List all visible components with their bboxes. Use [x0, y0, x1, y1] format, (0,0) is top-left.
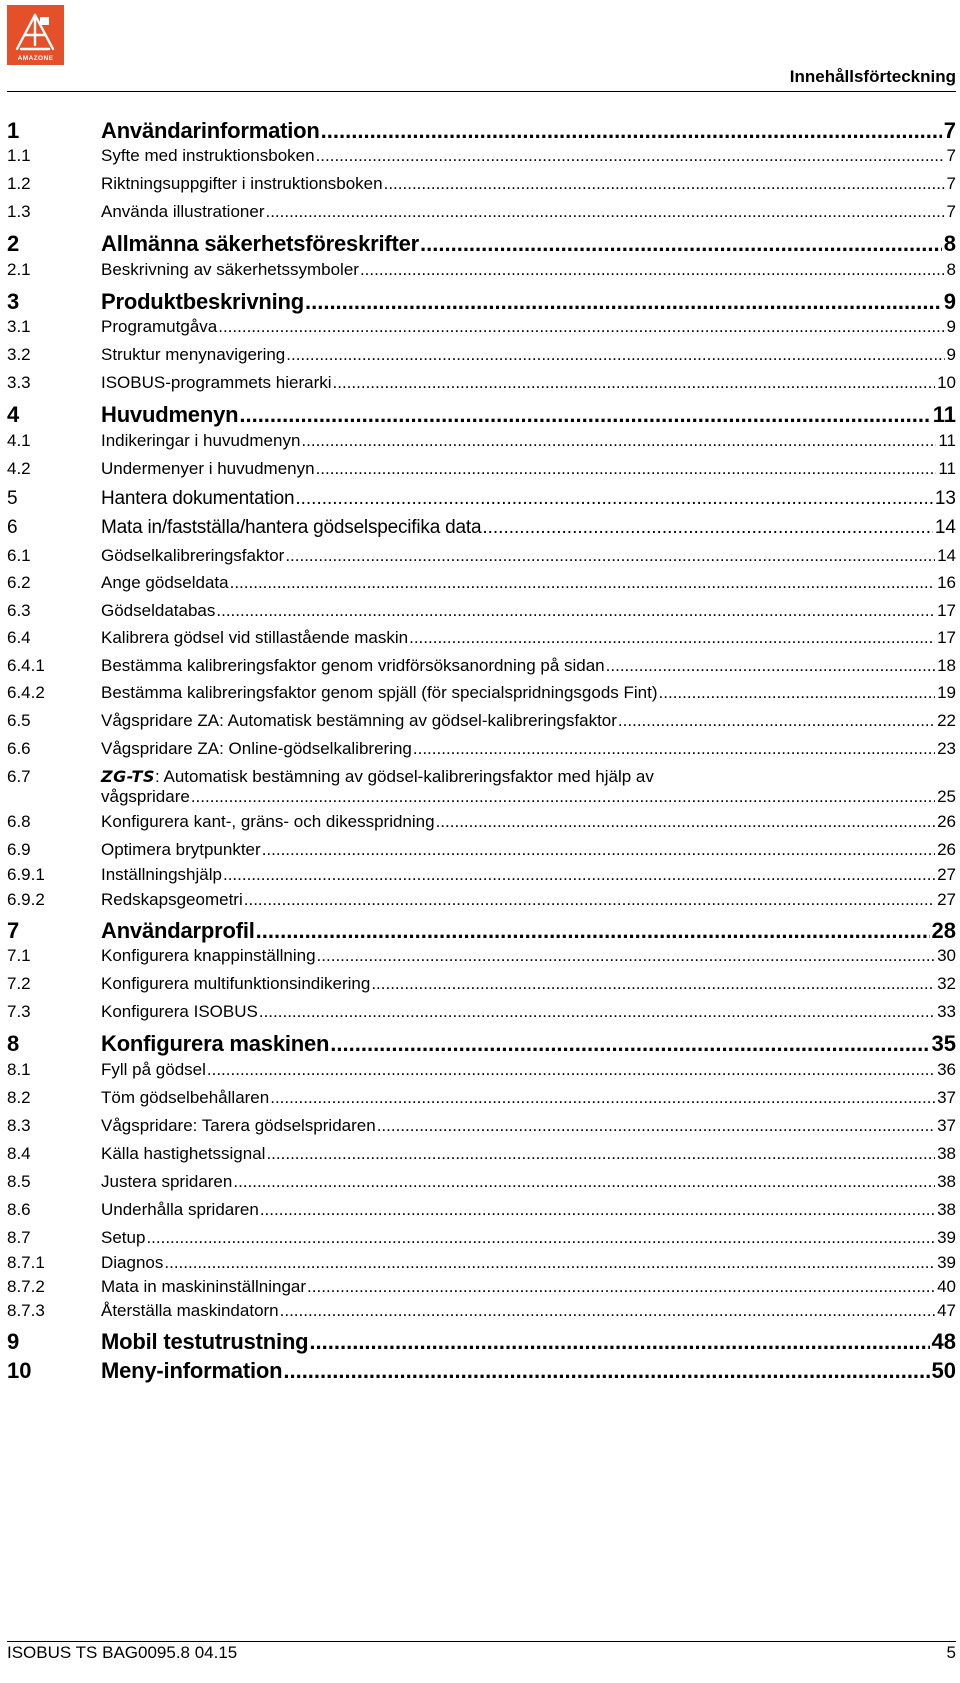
- footer-document-id: ISOBUS TS BAG0095.8 04.15: [7, 1643, 238, 1662]
- toc-entry-title: Konfigurera kant-, gräns- och dikesspridning: [101, 812, 435, 831]
- toc-dot-leader: [618, 711, 935, 731]
- toc-entry[interactable]: [7, 1031, 956, 1056]
- toc-entry-number: 7.1: [7, 946, 31, 965]
- toc-entry-title: Syfte med instruktionsboken: [101, 146, 315, 165]
- toc-entry[interactable]: [7, 812, 956, 832]
- toc-entry-title: Bestämma kalibreringsfaktor genom vridförsöksanordning på sidan: [101, 656, 605, 675]
- toc-entry-page: 35: [931, 1031, 956, 1056]
- toc-dot-leader: [307, 1277, 935, 1297]
- toc-entry-title: Programutgåva: [101, 317, 218, 336]
- toc-entry-title: Meny-information: [101, 1358, 283, 1383]
- toc-dot-leader: [207, 1060, 935, 1080]
- zg-ts-product-label: ZG-TS: [101, 767, 155, 786]
- toc-entry-number: 8.7: [7, 1228, 31, 1247]
- toc-entry-number: 8.6: [7, 1200, 31, 1219]
- toc-entry-number: 6.9.1: [7, 865, 45, 884]
- page-header-title: Innehållsförteckning: [789, 67, 956, 86]
- toc-entry-page: 17: [937, 601, 956, 620]
- toc-entry-number: 6.4.1: [7, 656, 45, 675]
- toc-entry-title: Huvudmenyn: [101, 402, 239, 427]
- toc-entry[interactable]: [7, 202, 956, 222]
- toc-entry-title: Mobil testutrustning: [101, 1329, 309, 1354]
- toc-dot-leader: [164, 1253, 935, 1273]
- toc-dot-leader: [360, 260, 945, 280]
- toc-entry-number: 10: [7, 1358, 32, 1383]
- toc-dot-leader: [280, 1301, 935, 1321]
- toc-entry-number: 3.3: [7, 373, 31, 392]
- toc-dot-leader: [330, 1031, 929, 1056]
- toc-entry-page: 27: [937, 865, 956, 884]
- toc-entry[interactable]: [7, 373, 956, 393]
- toc-entry[interactable]: [7, 1002, 956, 1022]
- toc-entry-page: 39: [937, 1253, 956, 1272]
- toc-entry-number: 6.2: [7, 573, 31, 592]
- toc-entry[interactable]: [7, 402, 956, 427]
- toc-entry-title: Redskapsgeometri: [101, 890, 243, 909]
- toc-dot-leader: [239, 402, 930, 427]
- toc-entry-title: [101, 767, 654, 786]
- logo-text: AMAZONE: [17, 55, 54, 62]
- toc-dot-leader: [265, 202, 944, 222]
- toc-entry-title: Konfigurera knappinställning: [101, 946, 316, 965]
- toc-entry-number: 1.2: [7, 174, 31, 193]
- toc-entry-page: 11: [938, 431, 956, 450]
- toc-dot-leader: [321, 118, 942, 143]
- toc-dot-leader: [286, 345, 944, 365]
- toc-entry[interactable]: [7, 628, 956, 648]
- toc-dot-leader: [270, 1088, 935, 1108]
- toc-entry-title: Underhålla spridaren: [101, 1200, 259, 1219]
- toc-entry-title: Mata in/fastställa/hantera gödselspecifika data: [101, 517, 482, 538]
- toc-entry-title: Fyll på gödsel: [101, 1060, 206, 1079]
- toc-entry[interactable]: [7, 231, 956, 256]
- toc-entry[interactable]: [7, 890, 956, 910]
- toc-entry-title: Riktningsuppgifter i instruktionsboken: [101, 174, 383, 193]
- toc-entry-number: 6.9: [7, 840, 31, 859]
- toc-entry-number: 4.2: [7, 459, 31, 478]
- toc-entry-page: 25: [937, 786, 956, 806]
- toc-entry-title: Gödselkalibreringsfaktor: [101, 546, 285, 565]
- toc-entry-page: 23: [937, 739, 956, 758]
- toc-entry[interactable]: [7, 767, 956, 806]
- toc-entry-page: 38: [937, 1144, 956, 1163]
- toc-entry[interactable]: [7, 118, 956, 143]
- toc-dot-leader: [260, 1200, 935, 1220]
- footer-divider: [7, 1641, 956, 1642]
- toc-dot-leader: [244, 890, 935, 910]
- toc-entry[interactable]: [7, 459, 956, 479]
- toc-entry[interactable]: [7, 656, 956, 676]
- toc-entry-number: 8.3: [7, 1116, 31, 1135]
- toc-entry-page: 50: [931, 1358, 956, 1383]
- toc-entry[interactable]: [7, 739, 956, 759]
- toc-entry-page: 47: [937, 1301, 956, 1320]
- toc-entry-number: 6.9.2: [7, 890, 45, 909]
- toc-entry-number: 1.1: [7, 146, 31, 165]
- toc-entry-title: ISOBUS-programmets hierarki: [101, 373, 332, 392]
- toc-entry[interactable]: [7, 1301, 956, 1321]
- toc-entry[interactable]: [7, 840, 956, 860]
- toc-entry-title: Vågspridare: Tarera gödselspridaren: [101, 1116, 376, 1135]
- toc-entry[interactable]: [7, 573, 956, 593]
- toc-dot-leader: [216, 601, 935, 621]
- toc-entry[interactable]: [7, 1088, 956, 1108]
- toc-dot-leader: [230, 573, 935, 593]
- toc-entry[interactable]: [7, 260, 956, 280]
- toc-entry[interactable]: [7, 1358, 956, 1383]
- toc-entry[interactable]: [7, 1144, 956, 1164]
- toc-entry-number: 2.1: [7, 260, 31, 279]
- toc-dot-leader: [436, 812, 936, 832]
- header-divider: [7, 91, 956, 92]
- toc-entry[interactable]: [7, 974, 956, 994]
- toc-entry-number: 7.2: [7, 974, 31, 993]
- toc-entry-page: 16: [937, 573, 956, 592]
- toc-dot-leader: [301, 431, 936, 451]
- toc-entry-page: 14: [934, 517, 956, 538]
- toc-dot-leader: [223, 865, 935, 885]
- toc-entry-page: 30: [937, 946, 956, 965]
- toc-entry-page: 11: [938, 459, 956, 478]
- toc-dot-leader: [218, 317, 944, 337]
- toc-entry-page: 14: [937, 546, 956, 565]
- toc-entry-page: 33: [937, 1002, 956, 1021]
- toc-entry-page: 13: [934, 488, 956, 509]
- toc-entry-title: Vågspridare ZA: Online-gödselkalibrering: [101, 739, 412, 758]
- toc-entry-number: 6.1: [7, 546, 31, 565]
- toc-entry-number: 6.6: [7, 739, 31, 758]
- toc-entry-page: 39: [937, 1228, 956, 1247]
- toc-entry-number: 2: [7, 231, 20, 256]
- toc-entry-title-text: : Automatisk bestämning av gödsel-kalibreringsfaktor med hjälp av: [154, 767, 654, 786]
- toc-entry-number: 3.1: [7, 317, 31, 336]
- toc-entry[interactable]: [7, 918, 956, 943]
- toc-entry-number: 6.7: [7, 767, 31, 786]
- toc-entry-page: 11: [932, 402, 956, 427]
- toc-entry-title: Mata in maskininställningar: [101, 1277, 307, 1296]
- toc-dot-leader: [333, 373, 936, 393]
- toc-entry-title: Inställningshjälp: [101, 865, 222, 884]
- toc-entry-title: Allmänna säkerhetsföreskrifter: [101, 231, 420, 256]
- toc-entry-page: 7: [943, 118, 956, 143]
- toc-entry[interactable]: [7, 1172, 956, 1192]
- toc-entry-title: Kalibrera gödsel vid stillastående maskin: [101, 628, 409, 647]
- toc-dot-leader: [309, 1329, 929, 1354]
- toc-entry-page: 8: [946, 260, 956, 279]
- toc-entry[interactable]: [7, 317, 956, 337]
- toc-entry-page: 28: [931, 918, 956, 943]
- toc-entry-page: 9: [943, 289, 956, 314]
- toc-dot-leader: [482, 517, 933, 539]
- toc-entry-title: Undermenyer i huvudmenyn: [101, 459, 315, 478]
- toc-entry-number: 6: [7, 517, 18, 538]
- toc-entry[interactable]: [7, 865, 956, 885]
- toc-dot-leader: [371, 974, 935, 994]
- toc-dot-leader: [283, 1358, 929, 1383]
- toc-entry-title: Optimera brytpunkter: [101, 840, 261, 859]
- toc-entry-title: Konfigurera ISOBUS: [101, 1002, 258, 1021]
- toc-entry-title-continued: vågspridare: [101, 786, 190, 806]
- toc-entry-page: 9: [946, 317, 956, 336]
- toc-dot-leader: [233, 1172, 935, 1192]
- toc-entry-page: 7: [946, 202, 956, 221]
- toc-entry-page: 38: [937, 1172, 956, 1191]
- toc-dot-leader: [305, 289, 942, 314]
- toc-entry-title: Indikeringar i huvudmenyn: [101, 431, 301, 450]
- toc-entry[interactable]: [7, 1200, 956, 1220]
- toc-entry-page: 37: [937, 1116, 956, 1135]
- toc-entry[interactable]: [7, 946, 956, 966]
- toc-entry-page: 17: [937, 628, 956, 647]
- toc-entry[interactable]: [7, 488, 956, 510]
- toc-entry-page: 10: [937, 373, 956, 392]
- toc-entry-page: 26: [937, 812, 956, 831]
- toc-entry-page: 48: [931, 1329, 956, 1354]
- toc-entry-page: 36: [937, 1060, 956, 1079]
- toc-entry-number: 8.4: [7, 1144, 31, 1163]
- toc-dot-leader: [420, 231, 942, 256]
- amazone-logo: [7, 5, 64, 65]
- toc-entry-number: 5: [7, 488, 18, 509]
- toc-entry[interactable]: [7, 1277, 956, 1297]
- toc-dot-leader: [316, 459, 937, 479]
- toc-entry-number: 9: [7, 1329, 20, 1354]
- toc-dot-leader: [256, 918, 930, 943]
- toc-entry-title: Hantera dokumentation: [101, 488, 295, 509]
- toc-entry-page: 22: [937, 711, 956, 730]
- toc-entry-number: 6.8: [7, 812, 31, 831]
- toc-entry-page: 26: [937, 840, 956, 859]
- toc-dot-leader: [384, 174, 945, 194]
- toc-entry-number: 7: [7, 918, 20, 943]
- toc-entry-title: Återställa maskindatorn: [101, 1301, 279, 1320]
- toc-entry[interactable]: [7, 683, 956, 703]
- toc-entry-number: 8.5: [7, 1172, 31, 1191]
- toc-entry-title: Använda illustrationer: [101, 202, 265, 221]
- toc-entry-title: Töm gödselbehållaren: [101, 1088, 270, 1107]
- toc-entry[interactable]: [7, 146, 956, 166]
- toc-dot-leader: [377, 1116, 935, 1136]
- toc-entry-number: 6.5: [7, 711, 31, 730]
- toc-entry[interactable]: [7, 345, 956, 365]
- toc-entry[interactable]: [7, 546, 956, 566]
- toc-entry-title: Vågspridare ZA: Automatisk bestämning av gödsel-kalibreringsfaktor: [101, 711, 617, 730]
- toc-entry-number: 4: [7, 402, 20, 427]
- toc-dot-leader: [266, 1144, 935, 1164]
- toc-entry-page: 38: [937, 1200, 956, 1219]
- toc-dot-leader: [146, 1228, 935, 1248]
- toc-dot-leader: [409, 628, 935, 648]
- toc-entry-title: Justera spridaren: [101, 1172, 233, 1191]
- toc-dot-leader: [316, 146, 945, 166]
- toc-entry-page: 27: [937, 890, 956, 909]
- toc-entry[interactable]: [7, 1060, 956, 1080]
- toc-dot-leader: [191, 787, 935, 807]
- toc-entry-number: 8: [7, 1031, 20, 1056]
- toc-entry-number: 1.3: [7, 202, 31, 221]
- toc-entry[interactable]: [7, 174, 956, 194]
- toc-entry-number: 6.3: [7, 601, 31, 620]
- toc-entry-page: 19: [937, 683, 956, 702]
- toc-entry-title: Användarprofil: [101, 918, 255, 943]
- toc-entry[interactable]: [7, 517, 956, 539]
- toc-entry-title: Produktbeskrivning: [101, 289, 304, 314]
- toc-entry-number: 7.3: [7, 1002, 31, 1021]
- toc-entry-number: 4.1: [7, 431, 31, 450]
- toc-entry-number: 8.1: [7, 1060, 31, 1079]
- toc-entry[interactable]: [7, 601, 956, 621]
- toc-entry-title: Användarinformation: [101, 118, 320, 143]
- toc-entry-title: Konfigurera multifunktionsindikering: [101, 974, 371, 993]
- toc-entry-title: Setup: [101, 1228, 146, 1247]
- toc-entry-page: 7: [946, 174, 956, 193]
- toc-entry[interactable]: [7, 1228, 956, 1248]
- toc-dot-leader: [317, 946, 936, 966]
- toc-entry-number: 8.7.3: [7, 1301, 45, 1320]
- toc-entry-page: 32: [937, 974, 956, 993]
- toc-entry[interactable]: [7, 711, 956, 731]
- toc-entry-number: 1: [7, 118, 20, 143]
- toc-entry[interactable]: [7, 1329, 956, 1354]
- toc-entry-number: 6.4: [7, 628, 31, 647]
- toc-dot-leader: [606, 656, 935, 676]
- toc-entry-title: Diagnos: [101, 1253, 164, 1272]
- toc-entry-title: Beskrivning av säkerhetssymboler: [101, 260, 359, 279]
- toc-entry-title: Ange gödseldata: [101, 573, 229, 592]
- toc-entry-title: Bestämma kalibreringsfaktor genom spjäll (för specialspridningsgods Fint): [101, 683, 658, 702]
- toc-dot-leader: [285, 546, 935, 566]
- toc-entry-page: 37: [937, 1088, 956, 1107]
- toc-entry-number: 8.7.2: [7, 1277, 45, 1296]
- toc-entry-title: Gödseldatabas: [101, 601, 216, 620]
- toc-entry-page: 9: [946, 345, 956, 364]
- footer-page-number: 5: [946, 1643, 956, 1662]
- toc-entry-title: Struktur menynavigering: [101, 345, 286, 364]
- toc-entry-number: 6.4.2: [7, 683, 45, 702]
- toc-entry-page: 8: [943, 231, 956, 256]
- toc-entry[interactable]: [7, 289, 956, 314]
- toc-entry-number: 3: [7, 289, 20, 314]
- toc-entry-title: Konfigurera maskinen: [101, 1031, 330, 1056]
- toc-entry-title: Källa hastighetssignal: [101, 1144, 266, 1163]
- toc-dot-leader: [413, 739, 935, 759]
- toc-entry[interactable]: [7, 1116, 956, 1136]
- toc-entry[interactable]: [7, 431, 956, 451]
- toc-entry-page: 18: [937, 656, 956, 675]
- toc-dot-leader: [295, 488, 933, 510]
- toc-dot-leader: [259, 1002, 935, 1022]
- toc-entry-page: 40: [937, 1277, 956, 1296]
- toc-dot-leader: [262, 840, 935, 860]
- toc-entry-number: 8.2: [7, 1088, 31, 1107]
- toc-entry-number: 8.7.1: [7, 1253, 45, 1272]
- toc-entry-page: 7: [946, 146, 956, 165]
- toc-dot-leader: [659, 683, 936, 703]
- toc-entry-number: 3.2: [7, 345, 31, 364]
- toc-entry[interactable]: [7, 1253, 956, 1273]
